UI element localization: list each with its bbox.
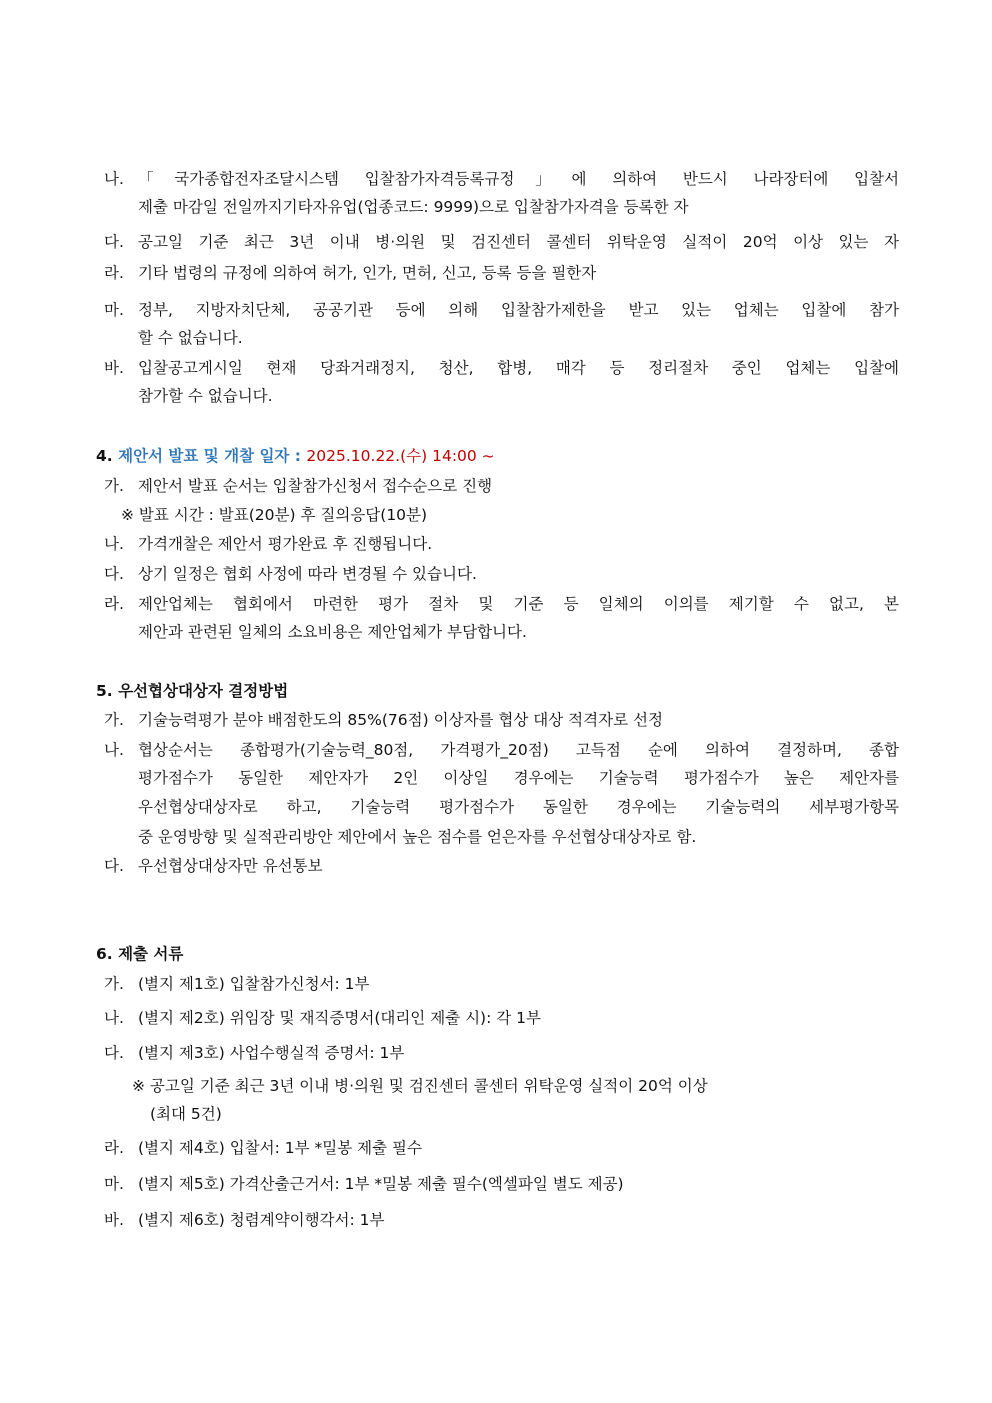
item-text-line: 할 수 없습니다. bbox=[138, 329, 243, 347]
item-text-line: 제출 마감일 전일까지기타자유업(업종코드: 9999)으로 입찰참가자격을 등록한 자 bbox=[138, 198, 689, 216]
list-item bbox=[104, 1210, 899, 1230]
item-text-line: (별지 제3호) 사업수행실적 증명서: 1부 bbox=[138, 1044, 405, 1062]
item-marker: 바. bbox=[104, 359, 124, 377]
list-item bbox=[104, 1043, 899, 1063]
item-marker: 다. bbox=[104, 1044, 124, 1062]
item-marker: 나. bbox=[104, 741, 124, 759]
item-text-line: 중 운영방향 및 실적관리방안 제안에서 높은 점수를 얻은자를 우선협상대상자로 함. bbox=[138, 828, 697, 846]
list-item bbox=[104, 740, 899, 760]
item-marker: 나. bbox=[104, 1009, 124, 1027]
item-text-line: 협상순서는 종합평가(기술능력_80점, 가격평가_20점) 고득점 순에 의하여 결정하며, 종합 bbox=[138, 741, 899, 759]
item-text-line: (별지 제1호) 입찰참가신청서: 1부 bbox=[138, 975, 370, 993]
list-item bbox=[104, 358, 899, 378]
item-text-line: 기타 법령의 규정에 의하여 허가, 인가, 면허, 신고, 등록 등을 필한자 bbox=[138, 264, 597, 282]
list-item bbox=[104, 856, 899, 876]
list-item bbox=[104, 974, 899, 994]
item-text-line: 공고일 기준 최근 3년 이내 병·의원 및 검진센터 콜센터 위탁운영 실적이 20억 이상 있는 자 bbox=[138, 233, 899, 251]
item-text-line: 평가점수가 동일한 제안자가 2인 이상일 경우에는 기술능력 평가점수가 높은 제안자를 bbox=[138, 769, 899, 787]
item-text-line: 우선협상대상자로 하고, 기술능력 평가점수가 동일한 경우에는 기술능력의 세부평가항목 bbox=[138, 798, 899, 816]
item-marker: 가. bbox=[104, 477, 124, 495]
item-text-line: (별지 제6호) 청렴계약이행각서: 1부 bbox=[138, 1211, 385, 1229]
item-text-line: (별지 제5호) 가격산출근거서: 1부 *밀봉 제출 필수(엑셀파일 별도 제공) bbox=[138, 1175, 624, 1193]
item-text-line: 정부, 지방자치단체, 공공기관 등에 의해 입찰참가제한을 받고 있는 업체는 입찰에 참가 bbox=[138, 301, 899, 319]
item-text-line: 상기 일정은 협회 사정에 따라 변경될 수 있습니다. bbox=[138, 565, 477, 583]
item-marker: 다. bbox=[104, 565, 124, 583]
item-text-line: 참가할 수 없습니다. bbox=[138, 387, 273, 405]
list-item bbox=[104, 476, 899, 496]
item-text-line: 제안서 발표 순서는 입찰참가신청서 접수순으로 진행 bbox=[138, 477, 493, 495]
list-item bbox=[104, 710, 899, 730]
note-text-continuation: (최대 5건) bbox=[150, 1105, 222, 1123]
list-item bbox=[104, 594, 899, 614]
section-heading bbox=[96, 446, 495, 466]
item-text-line: (별지 제2호) 위임장 및 재직증명서(대리인 제출 시): 각 1부 bbox=[138, 1009, 541, 1027]
item-marker: 나. bbox=[104, 535, 124, 553]
list-item bbox=[104, 1174, 899, 1194]
list-item bbox=[104, 564, 899, 584]
list-item bbox=[104, 1138, 899, 1158]
item-text-line: 입찰공고게시일 현재 당좌거래정지, 청산, 합병, 매각 등 정리절차 중인 업체는 입찰에 bbox=[138, 359, 899, 377]
item-marker: 라. bbox=[104, 595, 124, 613]
item-text-line: 제안과 관련된 일체의 소요비용은 제안업체가 부담합니다. bbox=[138, 623, 527, 641]
item-text-line: 가격개찰은 제안서 평가완료 후 진행됩니다. bbox=[138, 535, 433, 553]
item-marker: 마. bbox=[104, 1175, 124, 1193]
list-item bbox=[104, 534, 899, 554]
list-item bbox=[104, 263, 899, 283]
list-item-continuation bbox=[104, 328, 899, 348]
note-text: ※ 발표 시간 : 발표(20분) 후 질의응답(10분) bbox=[121, 506, 428, 524]
item-marker: 나. bbox=[104, 170, 124, 188]
section-heading: 6. 제출 서류 bbox=[96, 945, 184, 963]
list-item-continuation bbox=[104, 386, 899, 406]
list-item bbox=[104, 169, 899, 189]
list-item-continuation bbox=[104, 797, 899, 817]
list-item-continuation bbox=[104, 622, 899, 642]
list-item bbox=[104, 1008, 899, 1028]
list-item bbox=[104, 300, 899, 320]
item-marker: 가. bbox=[104, 711, 124, 729]
item-marker: 다. bbox=[104, 233, 124, 251]
section-title: 제안서 발표 및 개찰 일자 : bbox=[118, 447, 302, 465]
note-text: ※ 공고일 기준 최근 3년 이내 병·의원 및 검진센터 콜센터 위탁운영 실적이 20억 이상 bbox=[132, 1077, 708, 1095]
section-number: 4. bbox=[96, 447, 113, 465]
item-marker: 바. bbox=[104, 1211, 124, 1229]
list-item-continuation bbox=[104, 768, 899, 788]
list-item-continuation bbox=[104, 197, 899, 217]
list-item-continuation bbox=[104, 827, 899, 847]
presentation-date: 2025.10.22.(수) 14:00 ~ bbox=[306, 447, 495, 465]
item-text-line: 우선협상대상자만 유선통보 bbox=[138, 857, 323, 875]
item-text-line: 「국가종합전자조달시스템 입찰참가자격등록규정」에 의하여 반드시 나라장터에 입찰서 bbox=[138, 170, 899, 188]
item-text-line: (별지 제4호) 입찰서: 1부 *밀봉 제출 필수 bbox=[138, 1139, 422, 1157]
item-text-line: 기술능력평가 분야 배점한도의 85%(76점) 이상자를 협상 대상 적격자로 선정 bbox=[138, 711, 663, 729]
list-item bbox=[104, 232, 899, 252]
item-marker: 라. bbox=[104, 264, 124, 282]
item-marker: 가. bbox=[104, 975, 124, 993]
item-marker: 마. bbox=[104, 301, 124, 319]
section-heading: 5. 우선협상대상자 결정방법 bbox=[96, 682, 289, 700]
item-marker: 라. bbox=[104, 1139, 124, 1157]
item-text-line: 제안업체는 협회에서 마련한 평가 절차 및 기준 등 일체의 이의를 제기할 수 없고, 본 bbox=[138, 595, 899, 613]
item-marker: 다. bbox=[104, 857, 124, 875]
